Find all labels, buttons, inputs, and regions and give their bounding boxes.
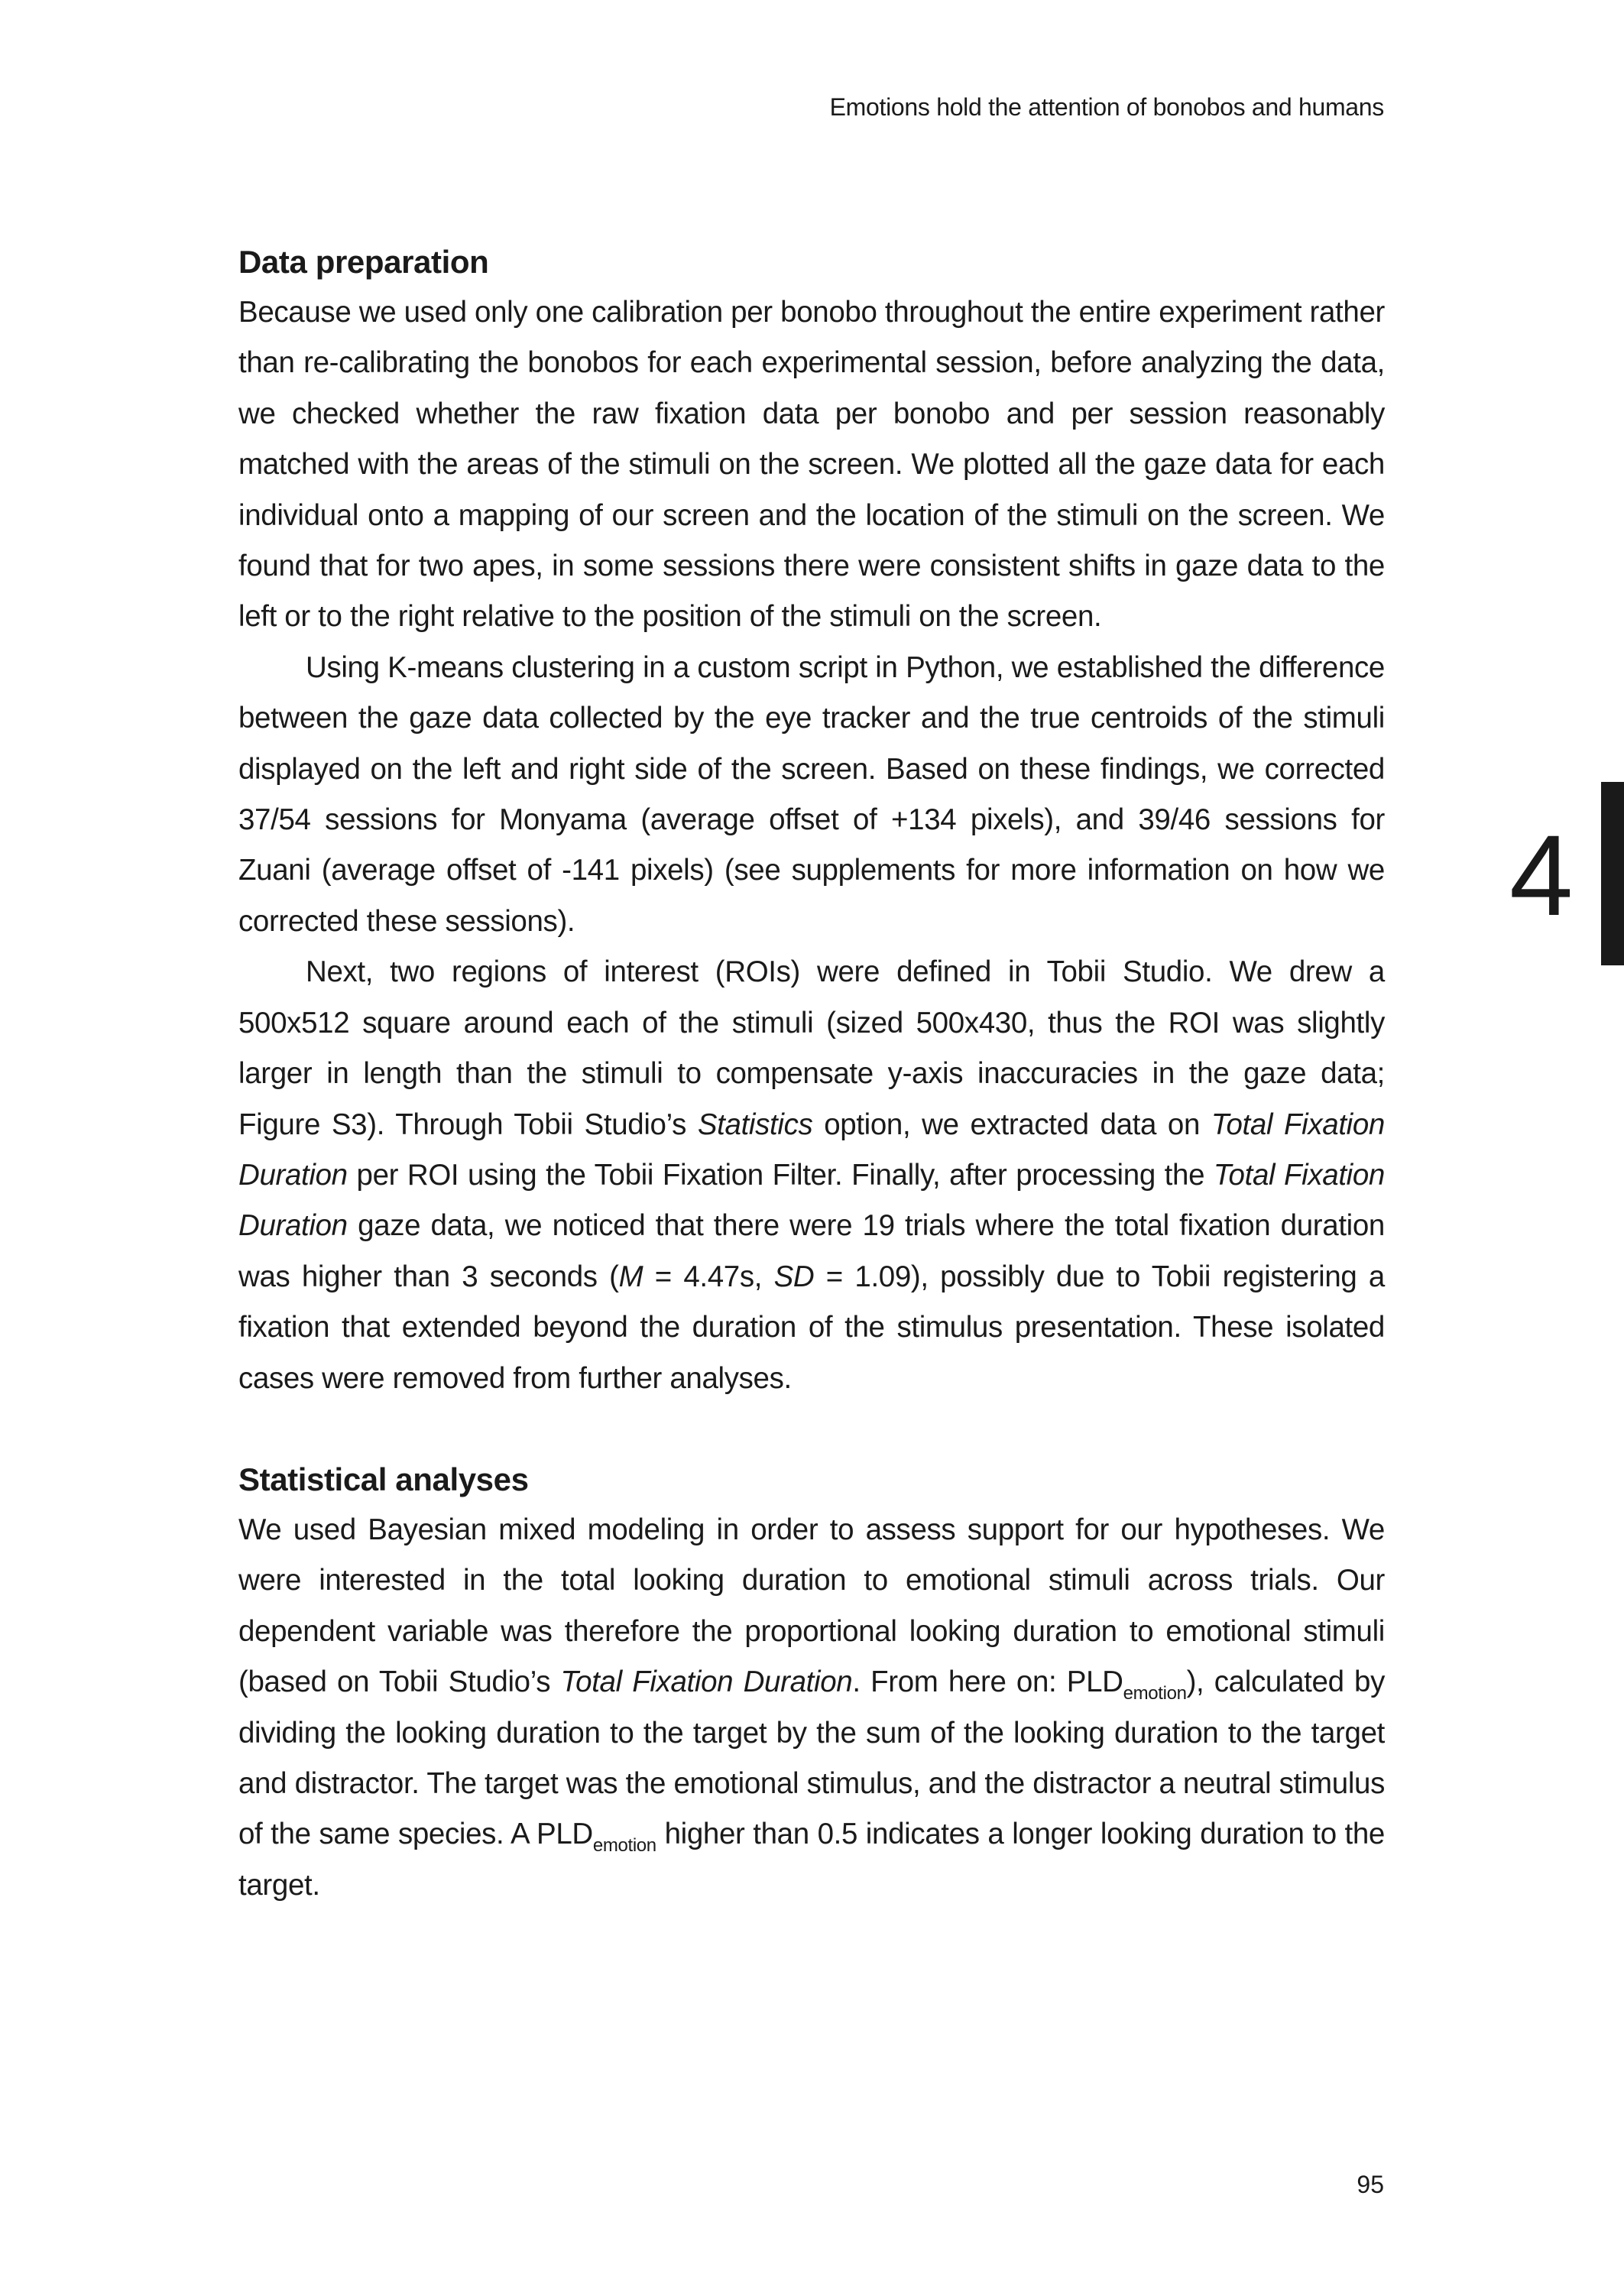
section-heading: Statistical analyses [238, 1461, 529, 1497]
text: = 4.47s, [643, 1260, 774, 1293]
page-number: 95 [1357, 2171, 1384, 2198]
text: option, we extracted data on [812, 1108, 1211, 1141]
italic-term: Total Fixation Duration [560, 1665, 853, 1699]
paragraph [238, 643, 1385, 947]
section-heading: Data preparation [238, 244, 489, 280]
text: ), calculated by dividing the looking duration to the target by the sum of the looking duration to the target and distractor. The target was the emotional stimulus, and the distractor a neutral stimulus of the same species. A PLD [238, 1665, 1385, 1851]
section-data-preparation [238, 237, 1385, 1404]
italic-term: Statistics [697, 1108, 813, 1141]
italic-term: SD [773, 1260, 815, 1293]
italic-term: Total Fixation Duration [238, 1158, 1385, 1243]
section-statistical-analyses [238, 1455, 1385, 1911]
subscript: emotion [592, 1835, 656, 1857]
page-body [238, 237, 1385, 1911]
text: per ROI using the Tobii Fixation Filter. Finally, after processing the [347, 1158, 1214, 1192]
chapter-tab-marker [1601, 782, 1624, 965]
text: higher than 0.5 indicates a longer looking duration to the target. [238, 1818, 1385, 1902]
text: gaze data, we noticed that there were 19 trials where the total fixation duration was higher than 3 seconds ( [238, 1209, 1385, 1293]
paragraph [238, 1505, 1385, 1911]
italic-term: M [618, 1260, 643, 1293]
paragraph [238, 947, 1385, 1404]
italic-term: Total Fixation Duration [238, 1108, 1385, 1192]
text: Because we used only one calibration per bonobo throughout the entire experiment rather than re-calibrating the bonobos for each experimental session, before analyzing the data, we checked whether the raw fixation data per bonobo and per session reasonably matched with the areas of the stimuli on the screen. We plotted all the gaze data for each individual onto a mapping of our screen and the location of the stimuli on the screen. We found that for two apes, in some sessions there were consistent shifts in gaze data to the left or to the right relative to the position of the stimuli on the screen. [238, 296, 1385, 634]
text: . From here on: PLD [852, 1665, 1123, 1699]
subscript: emotion [1123, 1683, 1187, 1704]
chapter-number: 4 [1509, 811, 1574, 939]
text: Next, two regions of interest (ROIs) were defined in Tobii Studio. We drew a 500x512 square around each of the stimuli (sized 500x430, thus the ROI was slightly larger in length than the stimuli to compensate y-axis inaccuracies in the gaze data; Figure S3). Through Tobii Studio’s [238, 955, 1385, 1141]
text: = 1.09), possibly due to Tobii registering a fixation that extended beyond the duration of the stimulus presentation. These isolated cases were removed from further analyses. [238, 1260, 1385, 1395]
running-head: Emotions hold the attention of bonobos and humans [829, 93, 1384, 121]
text: We used Bayesian mixed modeling in order to assess support for our hypotheses. We were interested in the total looking duration to emotional stimuli across trials. Our dependent variable was therefore the proportional looking duration to emotional stimuli (based on Tobii Studio’s [238, 1513, 1385, 1699]
paragraph [238, 287, 1385, 643]
text: Using K-means clustering in a custom script in Python, we established the difference between the gaze data collected by the eye tracker and the true centroids of the stimuli displayed on the left and right side of the screen. Based on these findings, we corrected 37/54 sessions for Monyama (average offset of +134 pixels), and 39/46 sessions for Zuani (average offset of -141 pixels) (see supplements for more information on how we corrected these sessions). [238, 650, 1385, 938]
